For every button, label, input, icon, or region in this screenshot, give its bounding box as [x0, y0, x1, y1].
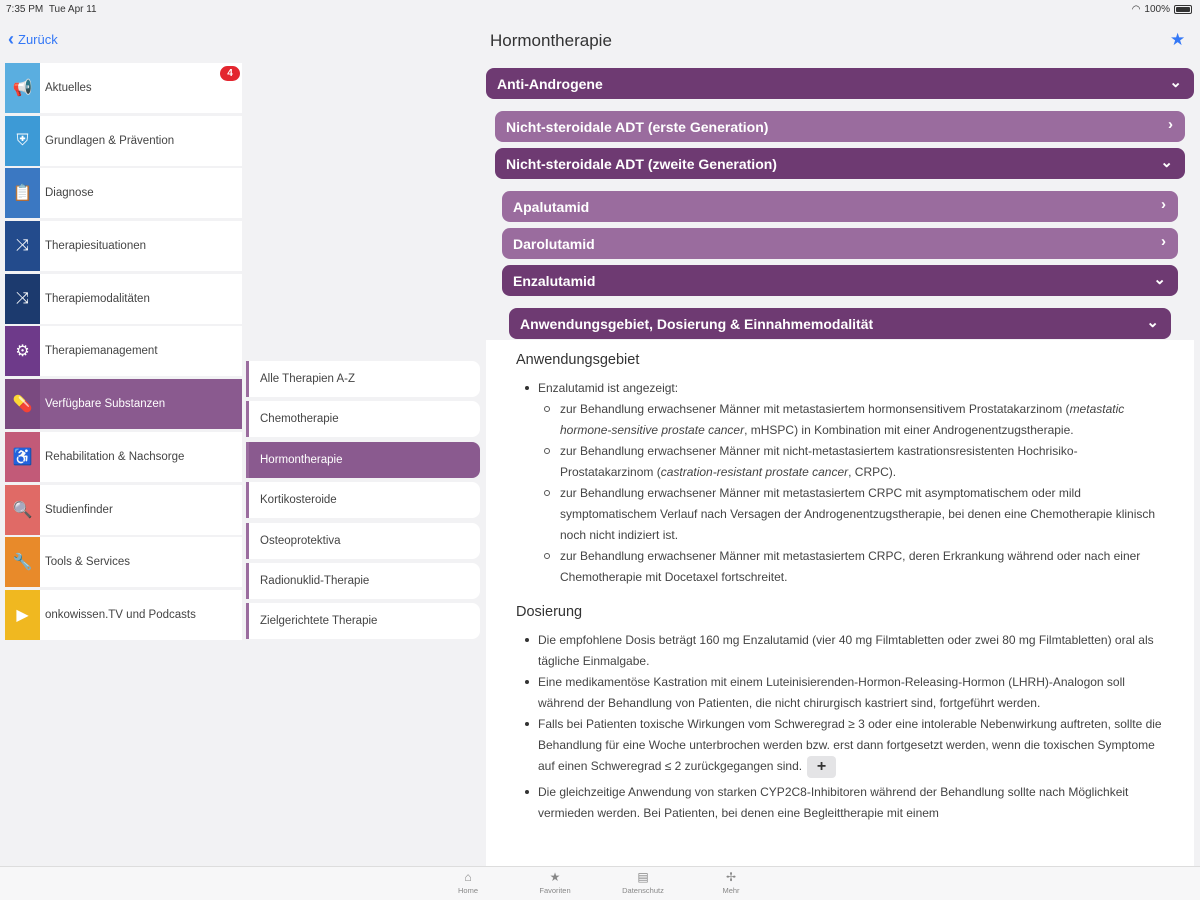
accordion-apalutamid[interactable]	[502, 191, 1178, 222]
accordion-nsadt-second[interactable]	[495, 148, 1185, 179]
accordion-anwendung-dosierung[interactable]	[509, 308, 1171, 339]
sidebar-item[interactable]	[5, 221, 242, 271]
list-item: zur Behandlung erwachsener Männer mit metastasiertem CRPC, deren Erkrankung während oder nach einer Chemotherapie mit Docetaxel fortschreitet.	[538, 546, 1164, 588]
tab-icon: ★	[549, 870, 561, 884]
battery-percent: 100%	[1144, 4, 1170, 15]
chevron-down-icon: ⌄	[1160, 154, 1173, 171]
sidebar-item-label: onkowissen.TV und Podcasts	[45, 608, 196, 621]
subnav-item[interactable]: Alle Therapien A-Z	[246, 361, 480, 397]
magnifier-icon: 🔍	[5, 485, 40, 535]
sidebar-item-label: Tools & Services	[45, 556, 131, 569]
sidebar-item[interactable]	[5, 116, 242, 166]
subnav-item[interactable]: Hormontherapie	[246, 442, 480, 478]
tab-item[interactable]	[438, 870, 498, 895]
tab-item[interactable]	[701, 870, 761, 895]
chevron-down-icon: ⌄	[1146, 314, 1159, 331]
sidebar-item[interactable]	[5, 326, 242, 376]
tab-icon: ▤	[637, 870, 649, 884]
list-item: zur Behandlung erwachsener Männer mit metastasiertem CRPC mit asymptomatischem oder mild symptomatischem Verlauf nach Versagen der Androgenentzugstherapie, bei denen eine Chemotherapie klinisch noch nicht indiziert ist.	[538, 483, 1164, 546]
sidebar-item-label: Verfügbare Substanzen	[45, 398, 166, 411]
chevron-right-icon: ›	[1161, 196, 1166, 213]
tab-bar	[0, 866, 1200, 900]
tab-item[interactable]	[525, 870, 585, 895]
gear-icon: ⚙	[5, 326, 40, 376]
sidebar-item[interactable]	[5, 63, 242, 113]
sidebar-item[interactable]	[5, 168, 242, 218]
list-item: zur Behandlung erwachsener Männer mit metastasiertem hormonsensitivem Prostatakarzinom (metastatic hormone-sensitive prostate cancer, mHSPC) in Kombination mit einer Androgenentzugstherapie.	[538, 399, 1164, 441]
battery-icon	[1174, 5, 1192, 14]
play-icon: ▶	[5, 590, 40, 640]
status-time: 7:35 PM	[6, 4, 44, 15]
shuffle-icon: ⤨	[5, 221, 40, 271]
section-heading-anwendungsgebiet: Anwendungsgebiet	[516, 352, 640, 368]
accordion-label: Enzalutamid	[513, 272, 596, 289]
sidebar-item[interactable]	[5, 379, 242, 429]
notification-badge: 4	[220, 66, 240, 81]
list-item: Eine medikamentöse Kastration mit einem Luteinisierenden-Hormon-Releasing-Hormon (LHRH)-Analogon soll während der Behandlung von Patienten, die nicht chirurgisch kastriert sind, fortgeführt werden.	[516, 672, 1164, 714]
page-title: Hormontherapie	[490, 31, 612, 50]
subnav-item[interactable]: Zielgerichtete Therapie	[246, 603, 480, 639]
tab-icon: ✢	[725, 870, 737, 884]
favorite-star-icon[interactable]: ★	[1170, 30, 1186, 49]
chevron-down-icon: ⌄	[1153, 271, 1166, 288]
back-label: Zurück	[18, 31, 58, 47]
sidebar-item-label: Aktuelles	[45, 82, 92, 94]
accordion-darolutamid[interactable]	[502, 228, 1178, 259]
subnav-item[interactable]: Kortikosteroide	[246, 482, 480, 518]
clipboard-icon: 📋	[5, 168, 40, 218]
tab-icon: ⌂	[464, 870, 472, 884]
accordion-enzalutamid[interactable]	[502, 265, 1178, 296]
tab-label: Favoriten	[539, 886, 571, 895]
chevron-down-icon: ⌄	[1169, 74, 1182, 91]
wrench-icon: 🔧	[5, 537, 40, 587]
chevron-right-icon: ›	[1161, 233, 1166, 250]
chevron-left-icon: ‹	[8, 29, 14, 49]
tab-label: Datenschutz	[622, 886, 664, 895]
subnav-item[interactable]: Radionuklid-Therapie	[246, 563, 480, 599]
rehab-icon: ♿	[5, 432, 40, 482]
accordion-label: Darolutamid	[513, 235, 595, 252]
accordion-label: Anwendungsgebiet, Dosierung & Einnahmemodalität	[520, 315, 874, 332]
sidebar-item[interactable]	[5, 537, 242, 587]
secondary-sidebar	[246, 361, 480, 644]
status-bar	[0, 0, 1200, 20]
megaphone-icon: 📢	[5, 63, 40, 113]
shuffle-icon: ⤨	[5, 274, 40, 324]
content-panel	[486, 340, 1194, 866]
sidebar-item[interactable]	[5, 590, 242, 640]
accordion-label: Apalutamid	[513, 198, 590, 215]
accordion-label: Nicht-steroidale ADT (zweite Generation)	[506, 155, 777, 172]
sidebar-item-label: Diagnose	[45, 187, 94, 200]
sidebar-item[interactable]	[5, 274, 242, 324]
list-item: Falls bei Patienten toxische Wirkungen vom Schweregrad ≥ 3 oder eine intolerable Nebenwirkung auftreten, sollte die Behandlung für eine Woche unterbrochen werden bzw. erst dann fortgesetzt werden, wenn die toxischen Symptome auf einen Schweregrad ≤ 2 zurückgegangen sind. +	[516, 714, 1164, 778]
tab-item[interactable]	[613, 870, 673, 895]
primary-sidebar	[5, 63, 242, 643]
subnav-item[interactable]: Osteoprotektiva	[246, 523, 480, 559]
sidebar-item-label: Studienfinder	[45, 503, 113, 516]
pills-icon: 💊	[5, 379, 40, 429]
accordion-anti-androgene[interactable]	[486, 68, 1194, 99]
sidebar-item-label: Rehabilitation & Nachsorge	[45, 450, 185, 463]
sidebar-item[interactable]	[5, 432, 242, 482]
list-item: zur Behandlung erwachsener Männer mit nicht-metastasiertem kastrationsresistenten Hochrisiko-Prostatakarzinom (castration-resistant prostate cancer, CRPC).	[538, 441, 1164, 483]
sidebar-item-label: Therapiesituationen	[45, 240, 147, 253]
accordion-label: Nicht-steroidale ADT (erste Generation)	[506, 118, 769, 135]
wifi-icon: ◠	[1131, 4, 1141, 15]
list-item: Enzalutamid ist angezeigt: zur Behandlung erwachsener Männer mit metastasiertem hormonsensitivem Prostatakarzinom (metastatic hormone-sensitive prostate cancer, mHSPC) in Kombination mit einer Androgenentzugstherapie. zur Behandlung erwachsener Männer mit nicht-metastasiertem kastrationsresistenten Hochrisiko-Prostatakarzinom (castration-resistant prostate cancer, CRPC). zur Behandlung erwachsener Männer mit metastasiertem CRPC mit asymptomatischem oder mild symptomatischem Verlauf nach Versagen der Androgenentzugstherapie, bei denen eine Chemotherapie klinisch noch nicht indiziert ist. zur Behandlung erwachsener Männer mit metastasiertem CRPC, deren Erkrankung während oder nach einer Chemotherapie mit Docetaxel fortschreitet.	[516, 378, 1164, 588]
sidebar-item[interactable]	[5, 485, 242, 535]
list-item: Die gleichzeitige Anwendung von starken CYP2C8-Inhibitoren während der Behandlung sollte nach Möglichkeit vermieden werden. Bei Patienten, bei denen eine Begleittherapie mit einem	[516, 782, 1164, 824]
accordion-label: Anti-Androgene	[497, 75, 603, 92]
accordion-nsadt-first[interactable]	[495, 111, 1185, 142]
status-date: Tue Apr 11	[48, 4, 97, 15]
section-heading-dosierung: Dosierung	[516, 604, 583, 620]
expand-plus-button[interactable]: +	[807, 756, 836, 778]
list-item: Die empfohlene Dosis beträgt 160 mg Enzalutamid (vier 40 mg Filmtabletten oder zwei 80 mg Filmtabletten) oral als tägliche Einmalgabe.	[516, 630, 1164, 672]
chevron-right-icon: ›	[1168, 116, 1173, 133]
sidebar-item-label: Therapiemanagement	[45, 345, 158, 358]
subnav-item[interactable]: Chemotherapie	[246, 401, 480, 437]
sidebar-item-label: Grundlagen & Prävention	[45, 134, 175, 147]
shield-icon: ⛨	[5, 116, 40, 166]
tab-label: Mehr	[722, 886, 740, 895]
back-button[interactable]	[8, 31, 58, 47]
tab-label: Home	[457, 886, 478, 895]
sidebar-item-label: Therapiemodalitäten	[45, 292, 150, 305]
